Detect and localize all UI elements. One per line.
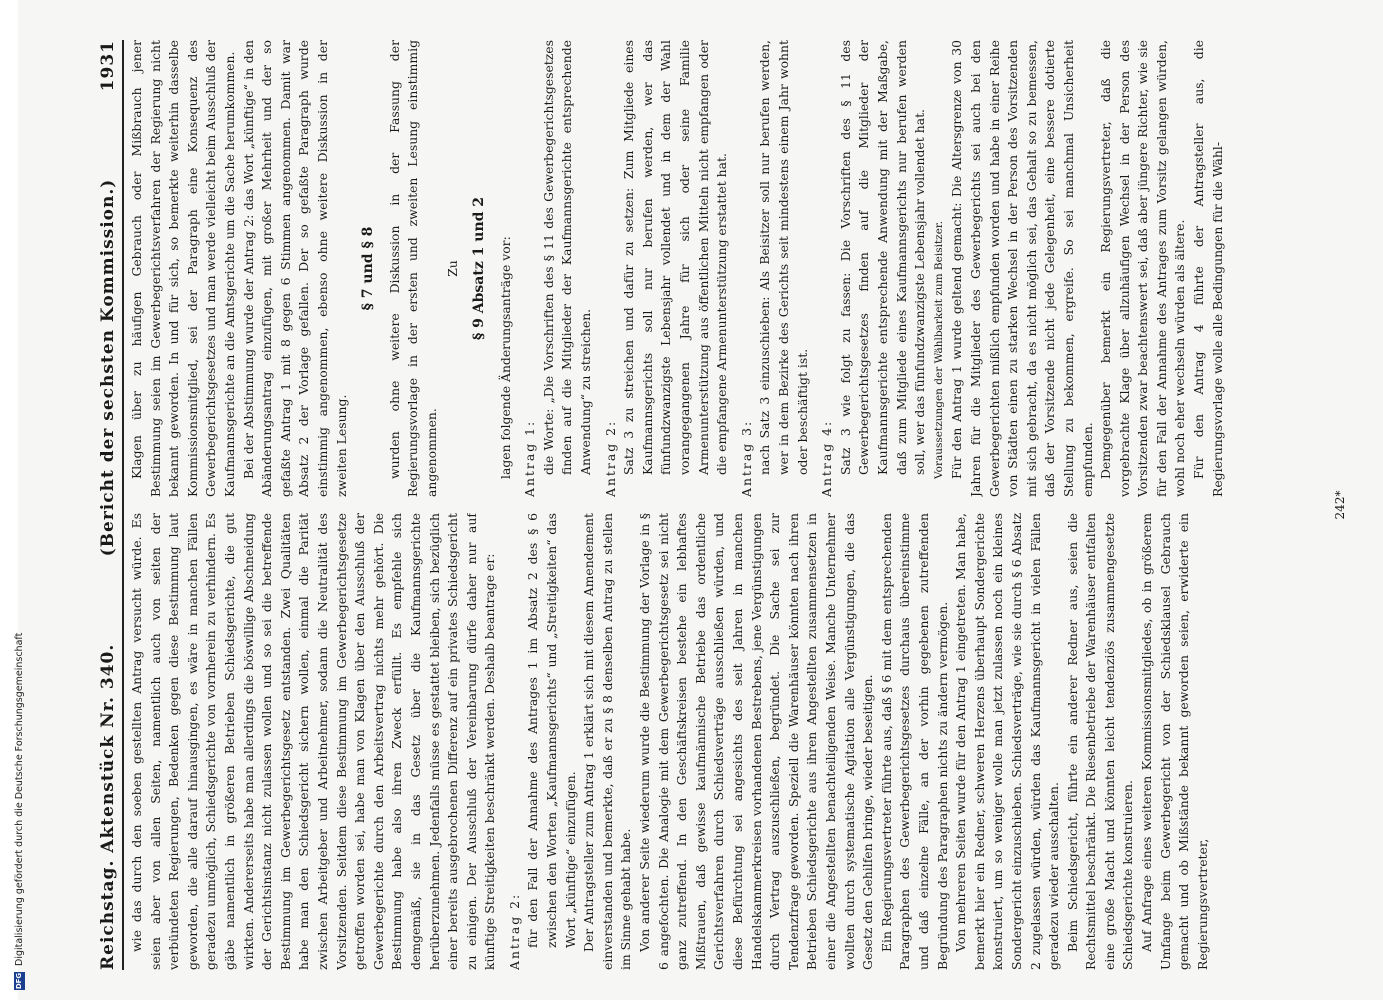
- scanned-page: [18, 0, 1383, 1000]
- motion-text: für den Fall der Annahme des Antrages 1 im Absatz 2 des § 6 zwischen den Worten „Kaufmannsgerichts“ und „Streitigkeiten“ das Wort „künftige“ einzufügen.: [525, 513, 578, 948]
- motion-label: Antrag 3:: [738, 419, 754, 497]
- section-heading: § 9 Absatz 1 und 2: [471, 196, 488, 341]
- credit-line: [14, 10, 25, 990]
- signature-mark: 242*: [1333, 490, 1347, 520]
- motion-label: Antrag 2:: [506, 892, 522, 970]
- paragraph: wie das durch den soeben gestellten Antrag versucht würde. Es seien aber von allen Seiten, namentlich auch von seiten der verbündeten Regierungen, Bedenken gegen diese Bestimmung laut geworden, die alle darauf hinausgingen, es wäre in manchen Fällen geradezu unmöglich, Schiedsgerichte von vornherein zu verhindern. Es gäbe namentlich in größeren Betrieben Schiedsgerichte, die gut wirkten. Andererseits habe man allerdings die böswillige Abschneidung der Gerichtsinstanz nicht zulassen wollen und so sei die betreffende Bestimmung im Gewerbegerichtsgesetz entstanden. Zwei Qualitäten habe man den Schiedsgericht sichern wollen, einmal die Parität zwischen Arbeitgeber und Arbeitnehmer, sodann die Neutralität des Vorsitzenden. Seitdem diese Bestimmung im Gewerbegerichtsgesetze getroffen worden sei, habe man von Klagen über den Ausschluß der Gewerbegerichte durch den Arbeitsvertrag nichts mehr gehört. Die Bestimmung habe also ihren Zweck erfüllt. Es empfehle sich demgemäß, sie in das Gesetz über die Kaufmannsgerichte herüberzunehmen. Jedenfalls müsse es gestattet bleiben, sich bezüglich einer bereits ausgebrochenen Differenz auf ein privates Schiedsgericht zu einigen. Der Ausschluß der Vereinbarung dürfe daher nur auf künftige Streitigkeiten beschränkt werden. Deshalb beantrage er:: [129, 513, 498, 970]
- page-number: 1931: [98, 40, 118, 92]
- motion-text: Satz 3 wie folgt zu fassen: Die Vorschriften des § 11 des Gewerbegerichtsgesetzes finden auf die Mitglieder der Kaufmannsgerichte entsprechende Anwendung mit der Maßgabe, daß zum Mitgliede eines Kaufmannsgerichts nur berufen werden soll, wer das fünfundzwanzigste Lebensjahr vollendet hat.: [837, 40, 928, 475]
- section-heading: § 7 und § 8: [360, 226, 377, 311]
- paragraph: lagen folgende Änderungsanträge vor:: [497, 236, 513, 479]
- paragraph: Demgegenüber bemerkt ein Regierungsvertreter, daß die vorgebrachte Klage über allzuhäufigen Wechsel in der Person des Vorsitzenden zwar beachtenswert sei, daß aber jüngere Richter, wie sie für den Fall der Annahme des Antrages zum Vorsitz gelangen würden, wohl noch eher wechseln würden als ältere.: [1098, 40, 1188, 497]
- running-head: [88, 40, 124, 970]
- paragraph: Von anderer Seite wiederum wurde die Bestimmung der Vorlage in § 6 angefochten. Die Analogie mit dem Gewerbegerichtsgesetz sei nicht ganz zutreffend. In den Geschäftskreisen bestehe ein lebhaftes Mißtrauen, daß gewisse kaufmännische Betriebe das ordentliche Gerichtsverfahren durch Schiedsverträge ausschließen würden, und diese Befürchtung sei angesichts des seit Jahren in manchen Handelskammerkreisen vorhandenen Bestrebens, jene Vergünstigungen durch Vertrag auszuschließen, begründet. Die Sache sei zur Tendenzfrage geworden. Speziell die Warenhäuser könnten nach ihren Betrieben Schiedsgerichte aus ihren Angestellten zusammensetzen in einer die Angestellten benachteiligenden Weise. Manche Unternehmer wollten durch systematische Agitation alle Vergünstigungen, die das Gesetz den Gehilfen bringe, wieder beseitigen.: [637, 513, 876, 970]
- section-intro: Zu: [444, 260, 460, 277]
- rotated-content: [88, 40, 1358, 970]
- paragraph: wurden ohne weitere Diskussion in der Fassung der Regierungsvorlage in der ersten und zweiten Lesung einstimmig angenommen.: [386, 40, 439, 497]
- paragraph: Bei der Abstimmung wurde der Antrag 2: das Wort „künftige“ in den Abänderungsantrag einzufügen, mit großer Mehrheit und der so gefaßte Antrag 1 mit 8 gegen 6 Stimmen angenommen. Damit war Absatz 2 der Vorlage gefallen. Der so gefaßte Paragraph wurde einstimmig angenommen, ebenso ohne weitere Diskussion in der zweiten Lesung.: [240, 40, 349, 497]
- paragraph: Ein Regierungsvertreter führte aus, daß § 6 mit dem entsprechenden Paragraphen des Gewerbegerichtsgesetzes durchaus übereinstimme und daß einzelne Fälle, an der vorhin gegebenen zutreffenden Begründung des Paragraphen nichts zu ändern vermögen.: [878, 513, 950, 970]
- head-center: (Bericht der sechsten Kommission.): [98, 178, 118, 557]
- paragraph: Beim Schiedsgericht, führte ein anderer Redner aus, seien die Rechtsmittel beschränkt. Die Riesenbetriebe der Warenhäuser entfalten eine große Macht und könnten leicht tendenziös zusammengesetzte Schiedsgerichte konstruieren.: [1064, 513, 1136, 970]
- dfg-logo-icon: DFG: [15, 972, 23, 990]
- head-left: Reichstag. Aktenstück Nr. 340.: [98, 643, 118, 970]
- paragraph: Für den Antrag 4 führte der Antragsteller aus, die Regierungsvorlage wolle alle Bedingungen für die Wähl-: [1191, 40, 1225, 497]
- motion-text: Satz 3 zu streichen und dafür zu setzen: Zum Mitgliede eines Kaufmannsgerichts soll nur berufen werden, wer das fünfundzwanzigste Lebensjahr vollendet und in dem der Wahl vorangegangenen Jahre für sich oder seine Familie Armenunterstützung aus öffentlichen Mitteln nicht empfangen oder die empfangene Armenunterstützung erstattet hat.: [621, 40, 730, 475]
- margin-note: Voraussetzungen der Wählbarkeit zum Beisitzer.: [932, 220, 945, 479]
- motion-label: Antrag 1:: [522, 419, 538, 497]
- digitization-credit: [0, 0, 25, 1000]
- motion-text: nach Satz 3 einzuschieben: Als Beisitzer soll nur berufen werden, wer in dem Bezirke des Gerichts seit mindestens einem Jahr wohnt oder beschäftigt ist.: [757, 40, 810, 475]
- printed-sheet: [88, 40, 1358, 970]
- column-left: [128, 513, 1328, 970]
- paragraph: Von mehreren Seiten wurde für den Antrag 1 eingetreten. Man habe, bemerkt hier ein Redner, schweren Herzens überhaupt Sondergerichte konstruiert, um so weniger wolle man jetzt zulassen noch ein kleines Sondergericht einzuschieben. Schiedsverträge, wie sie durch § 6 Absatz 2 zugelassen würden, würden das Kaufmannsgericht in vielen Fällen geradezu wieder ausschalten.: [953, 513, 1062, 970]
- text-columns: [128, 40, 1328, 970]
- credit-text: Digitalisierung gefördert durch die Deutsche Forschungsgemeinschaft: [14, 632, 25, 966]
- motion-label: Antrag 4:: [819, 419, 835, 497]
- paragraph: Für den Antrag 1 wurde geltend gemacht: Die Altersgrenze von 30 Jahren für die Mitglieder des Gewerbegerichts sei auch bei den Gewerbegerichten mißlich empfunden worden und habe in einer Reihe von Städten einen zu starken Wechsel in der Person des Vorsitzenden mit sich gebracht, da es nicht möglich sei, das Gehalt so zu bemessen, daß der Vorsitzende nicht jede Gelegenheit, eine bessere dotierte Stellung zu bekommen, ergreife. So sei manchmal Unsicherheit empfunden.: [949, 40, 1095, 497]
- motion-text: die Worte: „Die Vorschriften des § 11 des Gewerbegerichtsgesetzes finden auf die Mitglieder der Kaufmannsgerichte entsprechende Anwendung“ zu streichen.: [540, 40, 594, 475]
- paragraph: Klagen über zu häufigen Gebrauch oder Mißbrauch jener Bestimmung seien im Gewerbegerichtsverfahren der Regierung nicht bekannt geworden. In und für sich, so bemerkte weiterhin dasselbe Kommissionsmitglied, sei der Paragraph eine Konsequenz des Gewerbegerichtsgesetzes und man werde vielleicht beim Ausschluß der Kaufmannsgerichte an die Amtsgerichte um die Sache herumkommen.: [129, 40, 237, 497]
- paragraph: Der Antragsteller zum Antrag 1 erklärt sich mit diesem Amendement einverstanden und bemerkte, daß er zu § 8 denselben Antrag zu stellen im Sinne gehabt habe.: [581, 513, 634, 970]
- motion-label: Antrag 2:: [602, 419, 618, 497]
- column-right: [128, 40, 1328, 497]
- paragraph: Auf Anfrage eines weiteren Kommissionsmitgliedes, ob in größerem Umfange beim Gewerbegericht von der Schiedsklausel Gebrauch gemacht und ob Mißstände bekannt geworden seien, erwiderte ein Regierungsvertreter,: [1139, 513, 1210, 970]
